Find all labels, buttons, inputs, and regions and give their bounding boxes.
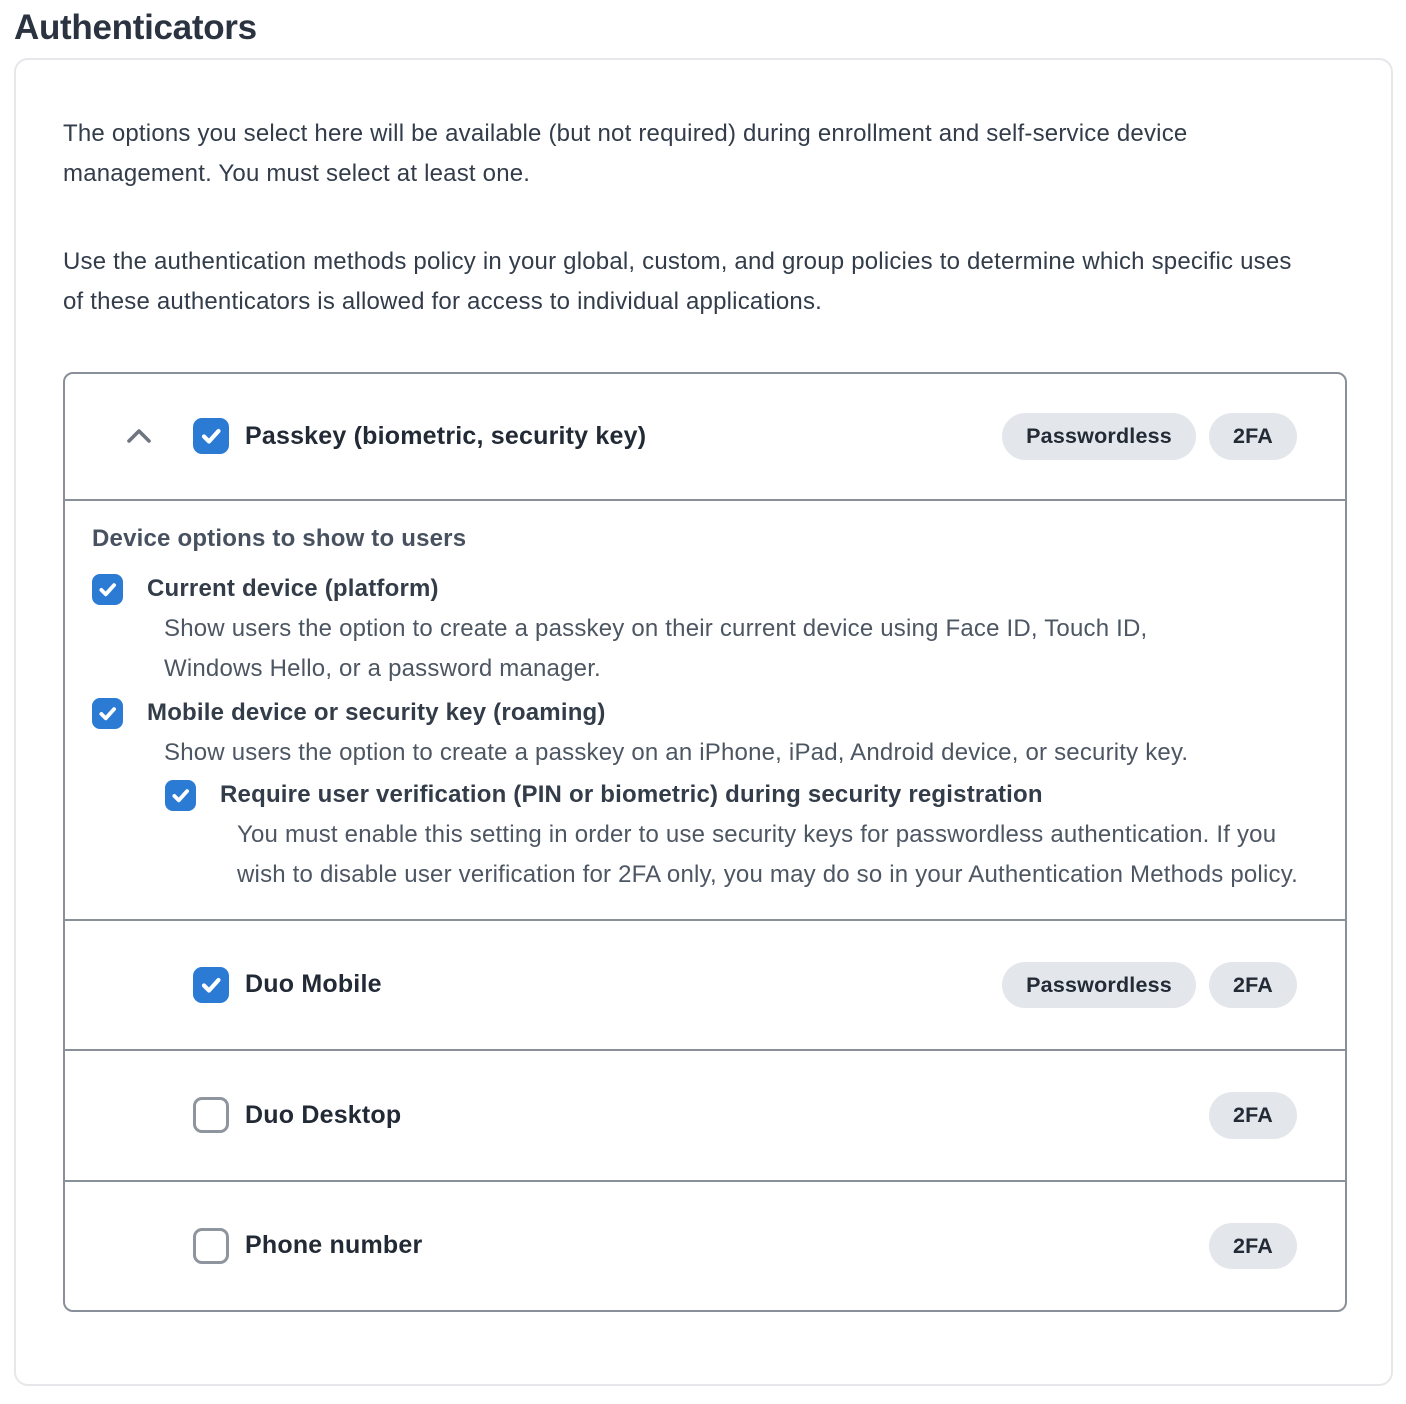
duo-mobile-checkbox[interactable]: [193, 967, 229, 1003]
authenticator-list: [63, 372, 1347, 1312]
passkey-badges: [1002, 413, 1297, 460]
badge-passwordless: Passwordless: [1002, 962, 1196, 1009]
intro-paragraph-2: Use the authentication methods policy in your global, custom, and group policies to determine which specific uses of these authenticators is allowed for access to individual applications.: [63, 248, 1292, 315]
require-user-verification-description: You must enable this setting in order to use security keys for passwordless authentication. If you wish to disable user verification for 2FA only, you may do so in your Authentication Methods policy.: [237, 820, 1298, 888]
duo-mobile-label: Duo Mobile: [245, 970, 382, 999]
phone-number-badges: [1209, 1223, 1297, 1270]
collapse-chevron-up-icon[interactable]: [125, 425, 153, 447]
authenticator-row-duo-desktop: [65, 1049, 1345, 1180]
passkey-label: Passkey (biometric, security key): [245, 421, 647, 450]
mobile-device-description: Show users the option to create a passkey on an iPhone, iPad, Android device, or security key.: [164, 738, 1189, 766]
intro-paragraph-1: The options you select here will be available (but not required) during enrollment and self-service device management. You must select at least one.: [63, 120, 1188, 187]
authenticator-row-duo-mobile: [65, 919, 1345, 1050]
authenticators-card: [14, 58, 1393, 1386]
current-device-checkbox[interactable]: [92, 574, 123, 605]
device-options-heading: Device options to show to users: [92, 524, 467, 552]
badge-2fa: 2FA: [1209, 1092, 1297, 1139]
passkey-checkbox[interactable]: [193, 418, 229, 454]
authenticator-row-phone-number: [65, 1180, 1345, 1311]
badge-passwordless: Passwordless: [1002, 413, 1196, 460]
badge-2fa: 2FA: [1209, 1223, 1297, 1270]
mobile-device-label: Mobile device or security key (roaming): [147, 698, 606, 726]
authenticator-row-passkey: [65, 374, 1345, 499]
duo-desktop-checkbox[interactable]: [193, 1097, 229, 1133]
mobile-device-checkbox[interactable]: [92, 698, 123, 729]
passkey-details: [65, 499, 1345, 919]
phone-number-checkbox[interactable]: [193, 1228, 229, 1264]
option-current-device: [92, 569, 1299, 689]
badge-2fa: 2FA: [1209, 413, 1297, 460]
current-device-description: Show users the option to create a passkey on their current device using Face ID, Touch ID, Windows Hello, or a password manager.: [164, 614, 1148, 682]
current-device-label: Current device (platform): [147, 574, 439, 602]
duo-desktop-label: Duo Desktop: [245, 1100, 402, 1129]
duo-desktop-badges: [1209, 1092, 1297, 1139]
phone-number-label: Phone number: [245, 1231, 423, 1260]
page-title: Authenticators: [14, 8, 257, 47]
require-user-verification-label: Require user verification (PIN or biometric) during security registration: [220, 780, 1043, 808]
badge-2fa: 2FA: [1209, 962, 1297, 1009]
option-mobile-device: [92, 693, 1299, 773]
require-user-verification-checkbox[interactable]: [165, 780, 196, 811]
option-require-user-verification: [165, 775, 1299, 895]
duo-mobile-badges: [1002, 962, 1297, 1009]
